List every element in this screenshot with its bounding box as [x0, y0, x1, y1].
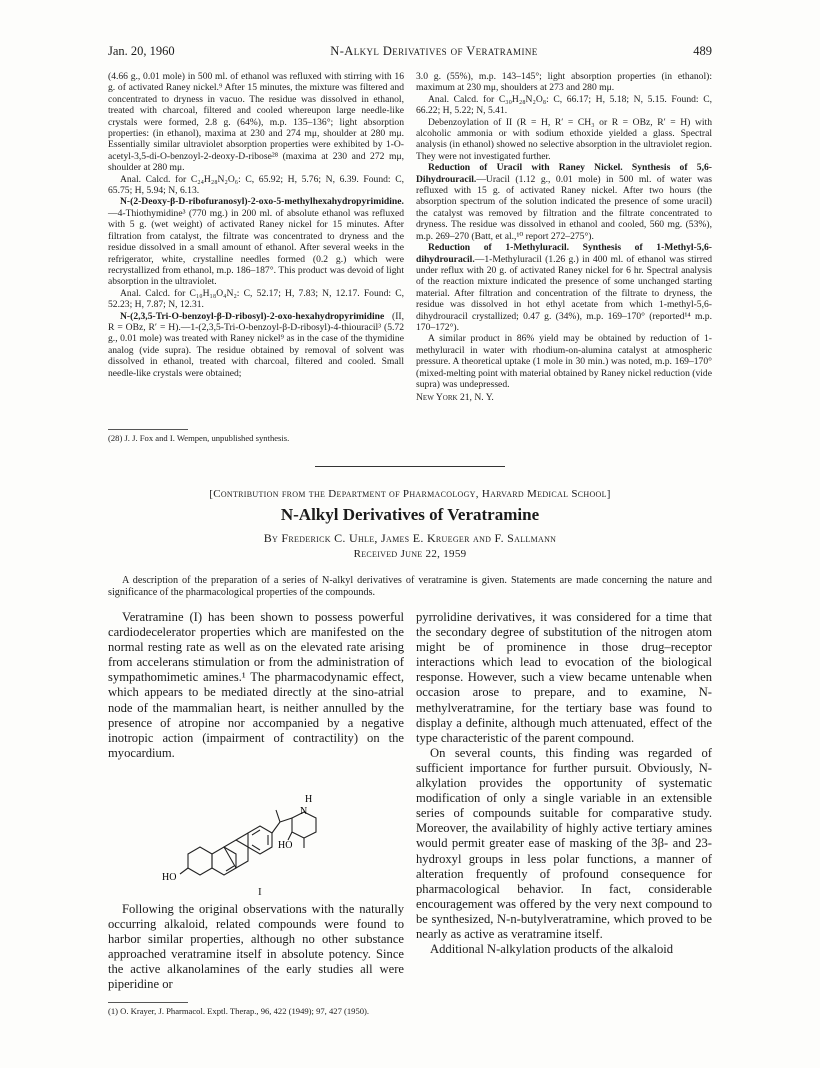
ring-a: [188, 847, 212, 875]
veratramine-structure: [160, 788, 340, 884]
paragraph: Anal. Calcd. for C₃₀H₂₈N₂O₈: C, 66.17; H, 5.18; N, 5.15. Found: C, 66.22; H, 5.22; N, 5.41.: [416, 93, 712, 117]
paragraph: Additional N-alkylation products of the alkaloid: [430, 942, 674, 957]
paragraph: [108, 196, 404, 287]
hydroxyl-label-right: HO: [278, 840, 293, 851]
article-authors: By Frederick C. Uhle, James E. Krueger and F. Sallmann: [263, 531, 557, 545]
section-heading: Reduction of Uracil with Raney Nickel. Synthesis of 5,6-Dihydrouracil.: [416, 162, 712, 185]
paragraph: pyrrolidine derivatives, it was considered for a time that the secondary degree of substitution of the nitrogen atom might be of prominence in those drug–receptor interactions which lead to evocation of the biological response. However, such a view became untenable when occasion arose to prepare, and to examine, N-methylveratramine, for the tertiary base was found to display a definite, although much attenuated, effect of the type characteristic of the parent compound.: [416, 610, 712, 745]
footnote-28: (28) J. J. Fox and I. Wempen, unpublished synthesis.: [108, 433, 290, 443]
paragraph: 3.0 g. (55%), m.p. 143–145°; light absorption properties (in ethanol): maximum at 230 mμ, shoulders at 273 and 280 mμ.: [416, 71, 712, 94]
paragraph: A similar product in 86% yield may be obtained by reduction of 1-methyluracil in water with rhodium-on-alumina catalyst at atmospheric pressure. A theoretical uptake (1 mole in 30 min.) was noted, m.p. 169–170° (mixed-melting point with material obtained by Raney nickel reduction (vide supra) was undepressed.: [416, 333, 712, 390]
paragraph: Veratramine (I) has been shown to possess powerful cardiodecelerator properties which are manifested on the normal resting rate as well as on the elevated rate arising from accelerans stimulation or from the administration of sympathomimetic amines.¹ The pharmacodynamic effect, which appears to be mediated directly at the sino-atrial node of the mammalian heart, is neither annulled by the presence of atropine nor accompanied by a negative inotropic action (impairment of contractility) on the myocardium.: [108, 610, 404, 760]
place-line: New York 21, N. Y.: [416, 392, 494, 404]
footnote-rule: [108, 429, 188, 430]
paragraph: Following the original observations with the naturally occurring alkaloid, related compounds were found to harbor similar properties, although no other substance approached veratramine itself in absolute potency. Since the active alkanolamines of the early studies all were piperidine or: [108, 902, 404, 992]
abstract: A description of the preparation of a series of N-alkyl derivatives of veratramine is given. Statements are made concerning the nature and significance of the pharmacological properties of the compounds.: [108, 575, 712, 598]
contribution-line: [Contribution from the Department of Pharmacology, Harvard Medical School]: [209, 488, 611, 500]
paragraph-text: (II, R = OBz, R′ = H).—1-(2,3,5-Tri-O-benzoyl-β-D-ribosyl)-4-thiouracil³ (5.72 g., 0.01 mole) was treated with Raney nickel⁹ as in the case of the thymidine analog (vide supra). The residue obtained by removal of solvent was dissolved in ethanol, treated with charcoal, filtered and cooled. Small needle-like crystals were obtained;: [108, 310, 404, 379]
page-number: 489: [693, 44, 712, 58]
experimental-right-column: [416, 71, 712, 404]
paragraph-text: —4-Thiothymidine³ (770 mg.) in 200 ml. of absolute ethanol was refluxed with 5 g. (wet weight) of activated Raney nickel for 15 minutes. After filtration from catalyst, the filtrate was concentrated to dryness and the residue dissolved in a small amount of ethanol. After several weeks in the refrigerator, white, crystalline needles formed (0.2 g.) which were recrystallized from ethanol, m.p. 186–187°. This product was devoid of light absorption in the ultraviolet.: [108, 207, 404, 288]
body-left-column-continued: [108, 902, 404, 993]
paragraph: Anal. Calcd. for C₂₄H₂₈N₂O₆: C, 65.92; H, 5.76; N, 6.39. Found: C, 65.75; H, 5.94; N, 6.13.: [108, 173, 404, 197]
structure-diagram: [160, 788, 340, 884]
paragraph: On several counts, this finding was regarded of sufficient importance for further pursuit. Obviously, N-alkylation provides the opportunity of systematic modification of only a single variable in an extensible series of compounds suitable for comparative study. Moreover, the availability of highly active tertiary amines would permit greater ease of masking of the 3β- and 23-hydroxyl groups in less polar functions, a manner of alteration frequently of profound consequence for pharmacological behavior. In fact, considerable encouragement was offered by the very next compound to be synthesized, N-n-butylveratramine, which proved to be nearly as active as veratramine itself.: [416, 745, 712, 941]
footnote-rule: [108, 1002, 188, 1003]
paragraph: [108, 311, 404, 379]
header-date: Jan. 20, 1960: [108, 44, 175, 58]
nh-hydrogen-label: H: [305, 794, 313, 805]
section-divider: [315, 466, 505, 467]
footnote-1: (1) O. Krayer, J. Pharmacol. Exptl. Therap., 96, 422 (1949); 97, 427 (1950).: [108, 1006, 370, 1016]
running-title: N-Alkyl Derivatives of Veratramine: [330, 44, 538, 58]
paragraph: [416, 242, 712, 333]
paragraph-text: —1-Methyluracil (1.26 g.) in 400 ml. of ethanol was stirred under reflux with 20 g. of activated Raney nickel for 6 hr. Spectral analysis of the reaction mixture indicated the presence of some unchanged starting material. After filtration and concentration of the filtrate to dryness, the residue was dissolved in hot ethyl acetate from which 1-methyl-5,6-dihydrouracil crystallized; 0.47 g. (34%), m.p. 169–170° (reported¹⁴ m.p. 170–172°).: [416, 253, 712, 333]
hydroxyl-label-left: HO: [162, 872, 177, 883]
running-head: [108, 44, 712, 60]
experimental-left-column: [108, 71, 404, 379]
paragraph: Anal. Calcd. for C₁₀H₁₈O₄N₂: C, 52.17; H, 7.83; N, 12.17. Found: C, 52.23; H, 7.87; N, 12.31.: [108, 287, 404, 311]
section-heading: Reduction of 1-Methyluracil. Synthesis of 1-Methyl-5,6-dihydrouracil.: [416, 242, 712, 265]
nitrogen-label: N: [300, 806, 308, 817]
article-title: N-Alkyl Derivatives of Veratramine: [280, 505, 540, 524]
compound-number: I: [258, 886, 262, 898]
paragraph: [416, 162, 712, 242]
paragraph: (4.66 g., 0.01 mole) in 500 ml. of ethanol was refluxed with stirring with 16 g. of activated Raney nickel.⁹ After 15 minutes, the mixture was filtered and concentrated to dryness in vacuo. The residue was dissolved in ethanol, treated with charcoal, filtered and cooled whereupon large needle-like crystals were formed, 2.8 g. (64%), m.p. 135–136°; light absorption properties: (in ethanol), maxima at 230 and 274 mμ, shoulder at 280 mμ. Essentially similar ultraviolet absorption properties were exhibited by 1-O-acetyl-3,5-di-O-benzoyl-2-deoxy-D-ribose²⁸ (maxima at 230 and 272 mμ, shoulder at 280 mμ.: [108, 71, 404, 174]
section-heading: N-(2-Deoxy-β-D-ribofuranosyl)-2-oxo-5-methylhexahydropyrimidine.: [120, 196, 404, 208]
section-heading: N-(2,3,5-Tri-O-benzoyl-β-D-ribosyl)-2-oxo-hexahydropyrimidine: [120, 310, 385, 322]
paragraph: Debenzoylation of II (R = H, R′ = CH₃ or R = OBz, R′ = H) with alcoholic ammonia or with sodium ethoxide yielded a glass. Spectral analysis (in ethanol) showed no selective absorption in the ultraviolet region. They were not investigated further.: [416, 116, 712, 162]
body-left-column: [108, 610, 404, 761]
body-right-column: [416, 610, 712, 957]
received-date: Received June 22, 1959: [353, 548, 467, 560]
paragraph-text: —Uracil (1.12 g., 0.01 mole) in 500 ml. of water was refluxed with 15 g. of activated Raney nickel. After two hours (the absorption spectrum of the solution indicated the presence of some uracil) the catalyst was removed by filtration and the filtrate concentrated to dryness. The residue was dissolved in ethanol and cooled, 560 mg. (53%), m.p. 269–270 (Batt, et al.,¹⁰ report 272–275°).: [416, 173, 712, 242]
